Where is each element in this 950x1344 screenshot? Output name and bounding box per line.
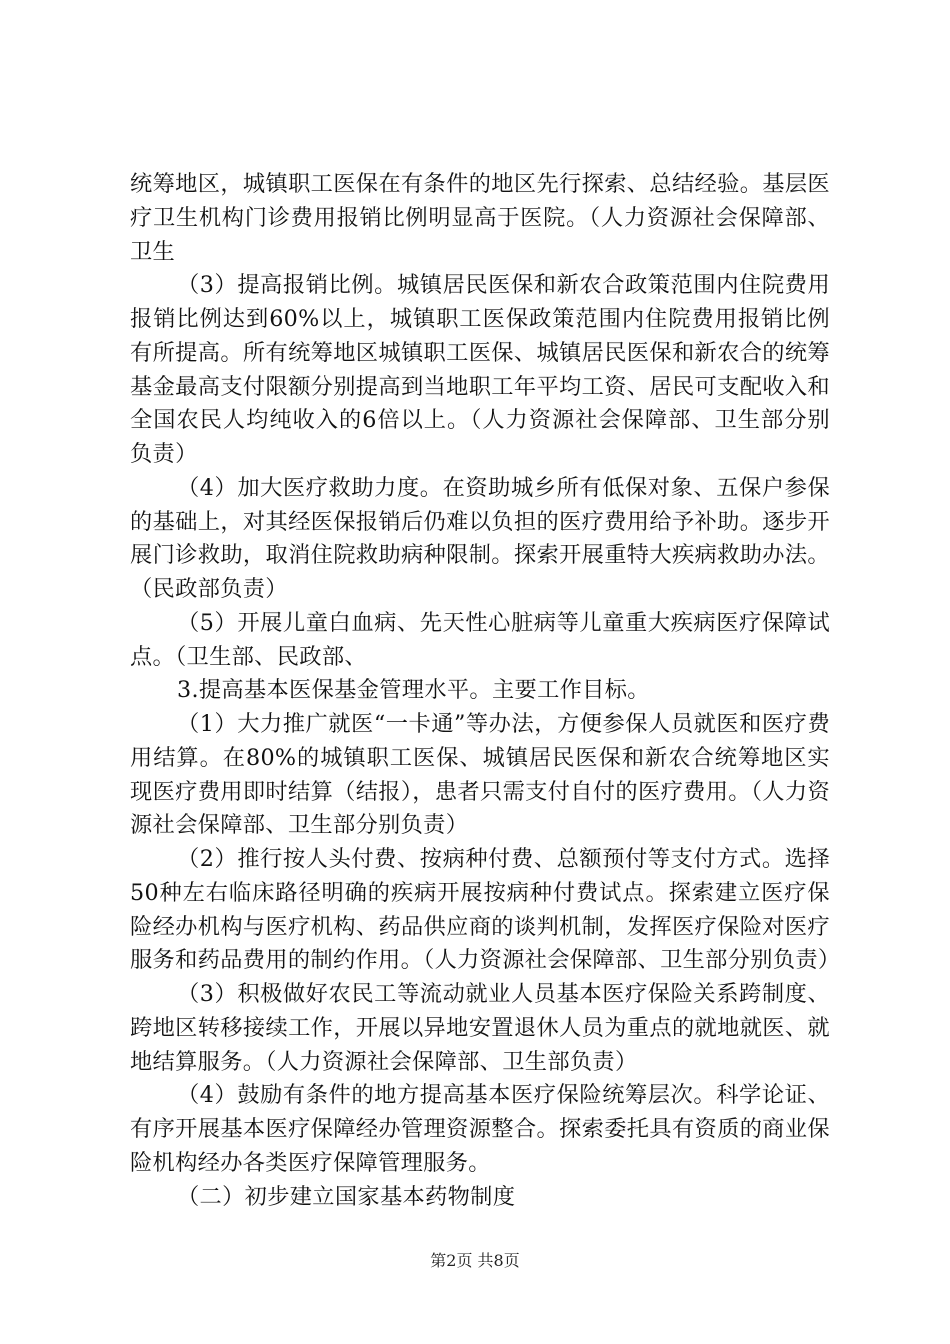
paragraph-2: （3）提高报销比例。城镇居民医保和新农合政策范围内住院费用报销比例达到60%以上，城镇职工医保政策范围内住院费用报销比例有所提高。所有统筹地区城镇职工医保、城镇居民医保和新农合的统筹基金最高支付限额分别提高到当地职工年平均工资、居民可支配收入和全国农民人均纯收入的6倍以上。（人力资源社会保障部、卫生部分别负责） bbox=[130, 272, 830, 467]
paragraph-7: （2）推行按人头付费、按病种付费、总额预付等支付方式。选择50种左右临床路径明确的疾病开展按病种付费试点。探索建立医疗保险经办机构与医疗机构、药品供应商的谈判机制，发挥医疗保险对医疗服务和药品费用的制约作用。（人力资源社会保障部、卫生部分别负责） bbox=[130, 846, 841, 974]
paragraph-8: （3）积极做好农民工等流动就业人员基本医疗保险关系跨制度、跨地区转移接续工作，开展以异地安置退休人员为重点的就地就医、就地结算服务。（人力资源社会保障部、卫生部负责） bbox=[130, 981, 830, 1075]
paragraph-4: （5）开展儿童白血病、先天性心脏病等儿童重大疾病医疗保障试点。（卫生部、民政部、 bbox=[130, 609, 830, 670]
paragraph-1: 统筹地区，城镇职工医保在有条件的地区先行探索、总结经验。基层医疗卫生机构门诊费用报销比例明显高于医院。（人力资源社会保障部、卫生 bbox=[130, 171, 830, 265]
paragraph-9: （4）鼓励有条件的地方提高基本医疗保险统筹层次。科学论证、有序开展基本医疗保障经办管理资源整合。探索委托具有资质的商业保险机构经办各类医疗保障管理服务。 bbox=[130, 1082, 830, 1176]
paragraph-10: （二）初步建立国家基本药物制度 bbox=[177, 1183, 516, 1210]
paragraph-5: 3.提高基本医保基金管理水平。主要工作目标。 bbox=[177, 677, 650, 704]
paragraph-6: （1）大力推广就医“一卡通”等办法，方便参保人员就医和医疗费用结算。在80%的城镇职工医保、城镇居民医保和新农合统筹地区实现医疗费用即时结算（结报），患者只需支付自付的医疗费用。（人力资源社会保障部、卫生部分别负责） bbox=[130, 711, 830, 839]
document-body bbox=[130, 168, 841, 1214]
paragraph-3: （4）加大医疗救助力度。在资助城乡所有低保对象、五保户参保的基础上，对其经医保报销后仍难以负担的医疗费用给予补助。逐步开展门诊救助，取消住院救助病种限制。探索开展重特大疾病救助办法。（民政部负责） bbox=[130, 474, 830, 602]
page-number-footer: 第2页 共8页 bbox=[430, 1251, 520, 1270]
